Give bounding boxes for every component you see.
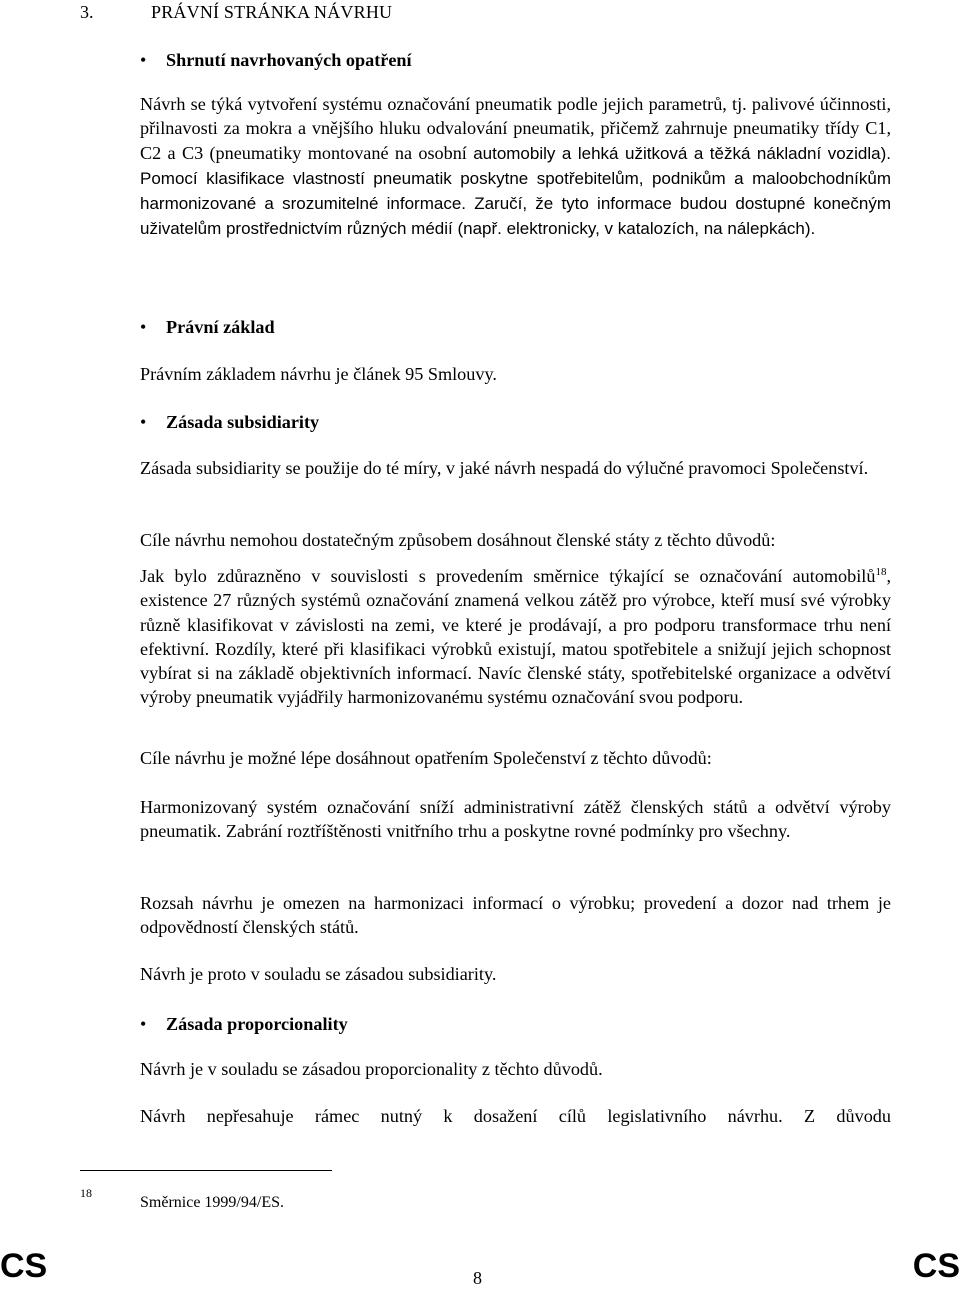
paragraph-legal-basis: Právním základem návrhu je článek 95 Smlouvy.: [140, 364, 497, 384]
footer-language-right: CS: [912, 1247, 960, 1285]
paragraph-subsidiarity-3: [140, 564, 891, 710]
paragraph-summary-serif: Návrh se týká vytvoření systému označování pneumatik podle jejich parametrů, tj. palivové účinnosti, přilnavosti za mokra a vnějšího hluku odvalování pneumatik, přičemž zahrnuje pneumatiky třídy C1, C2 a C3 (pneumatiky montované na osobní: [140, 94, 891, 163]
paragraph-summary: [140, 92, 891, 242]
section-number: 3.: [80, 2, 94, 22]
paragraph-subsidiarity-7: Návrh je proto v souladu se zásadou subsidiarity.: [140, 964, 497, 984]
footnote-text: Směrnice 1999/94/ES.: [140, 1194, 284, 1211]
section-title: PRÁVNÍ STRÁNKA NÁVRHU: [151, 2, 393, 22]
bullet-dot-icon: •: [140, 1014, 147, 1034]
paragraph-subsidiarity-1: Zásada subsidiarity se použije do té míry, v jaké návrh nespadá do výlučné pravomoci Společenství.: [140, 458, 869, 478]
bullet-dot-icon: •: [140, 412, 147, 432]
paragraph-proportionality-2: Návrh nepřesahuje rámec nutný k dosažení cílů legislativního návrhu. Z důvodu: [140, 1106, 891, 1126]
footnote-reference[interactable]: 18: [875, 565, 887, 578]
paragraph-proportionality-1: Návrh je v souladu se zásadou proporcionality z těchto důvodů.: [140, 1059, 603, 1079]
paragraph-subsidiarity-4: Cíle návrhu je možné lépe dosáhnout opatřením Společenství z těchto důvodů:: [140, 748, 712, 768]
bullet-summary-label: Shrnutí navrhovaných opatření: [166, 50, 412, 70]
bullet-dot-icon: •: [140, 50, 147, 70]
paragraph-subsidiarity-6: Rozsah návrhu je omezen na harmonizaci informací o výrobku; provedení a dozor nad trhem je odpovědností členských států.: [140, 893, 891, 938]
bullet-subsidiarity-label: Zásada subsidiarity: [166, 412, 320, 432]
bullet-dot-icon: •: [140, 317, 147, 337]
footnote-separator: [80, 1170, 332, 1171]
paragraph-subsidiarity-3-start: Jak bylo zdůrazněno v souvislosti s provedením směrnice týkající se označování automobilů: [140, 566, 876, 586]
bullet-proportionality-label: Zásada proporcionality: [166, 1014, 348, 1034]
bullet-legal-basis-label: Právní základ: [166, 317, 275, 337]
footer-language-left: CS: [0, 1247, 48, 1285]
paragraph-subsidiarity-5: Harmonizovaný systém označování sníží administrativní zátěž členských států a odvětví výroby pneumatik. Zabrání roztříštěnosti vnitřního trhu a poskytne rovné podmínky pro všechny.: [140, 797, 891, 842]
paragraph-summary-sans: automobily a lehká užitková a těžká nákladní vozidla). Pomocí klasifikace vlastností pneumatik poskytne spotřebitelům, podnikům a maloobchodníkům harmonizované a srozumitelné informace. Zaručí, že tyto informace budou dostupné konečným uživatelům prostřednictvím různých médií (např. elektronicky, v katalozích, na nálepkách).: [140, 143, 891, 239]
page-number: 8: [473, 1268, 482, 1288]
footnote-number: 18: [80, 1186, 92, 1200]
paragraph-subsidiarity-2: Cíle návrhu nemohou dostatečným způsobem dosáhnout členské státy z těchto důvodů:: [140, 530, 776, 550]
paragraph-subsidiarity-3-end: , existence 27 různých systémů označování znamená velkou zátěž pro výrobce, kteří musí své výrobky různě klasifikovat v závislosti na zemi, ve které je prodávají, a pro podporu transformace trhu není efektivní. Rozdíly, které při klasifikaci výrobků existují, matou spotřebitele a snižují jejich schopnost vybírat si na základě objektivních informací. Navíc členské státy, spotřebitelské organizace a odvětví výroby pneumatik vyjádřily harmonizovanému systému označování svou podporu.: [140, 566, 891, 708]
